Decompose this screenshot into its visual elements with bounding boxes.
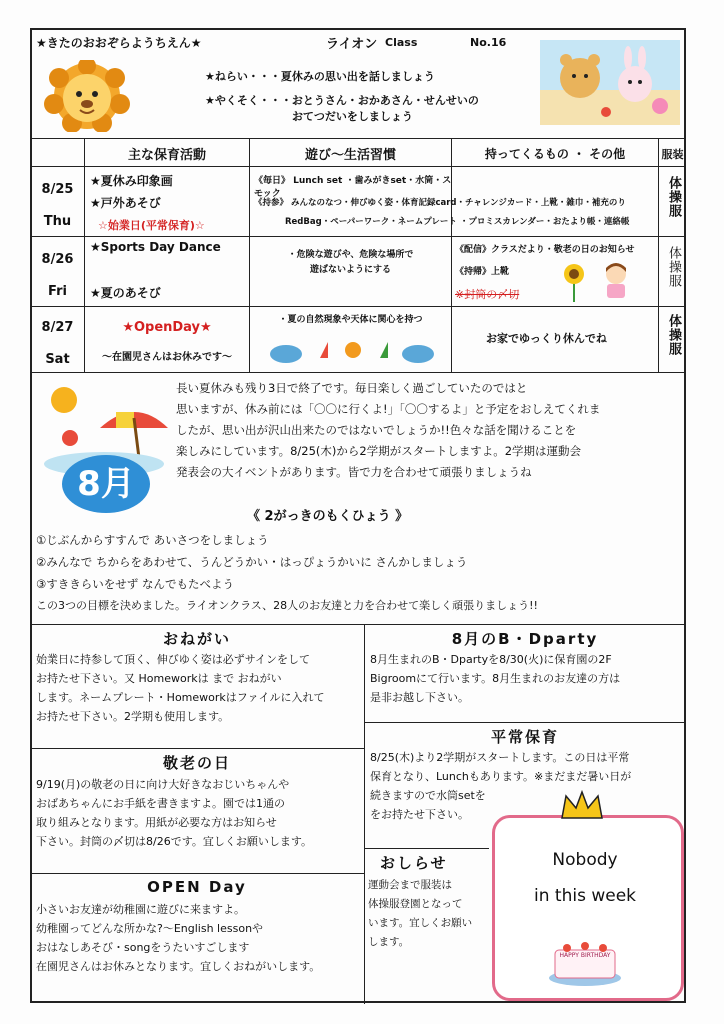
row3-uniform: 体操服: [666, 314, 681, 356]
open-day-line: 幼稚園ってどんな所かな?～English lessonや: [36, 922, 264, 935]
row2-activity-1: ★Sports Day Dance: [90, 240, 221, 254]
respect-title: 敬老の日: [162, 754, 231, 772]
goal-item: ②みんなで ちからをあわせて、うんどうかい・はっぴょうかいに さんかしましょう: [36, 555, 468, 569]
row2-bring-3: ※封筒の〆切: [455, 288, 520, 301]
row2-play-2: 遊ばないようにする: [309, 265, 391, 275]
notice-line: います。宜しくお願い: [368, 917, 473, 929]
goals-title: 《 2がっきのもくひょう 》: [247, 509, 409, 524]
row1-activity-1: ★夏休み印象画: [90, 174, 173, 188]
row3-bring-1: お家でゆっくり休んでね: [486, 332, 607, 345]
row1-activity-2: ★戸外あそび: [90, 196, 161, 210]
goals-closing: この3つの目標を決めました。ライオンクラス、28人のお友達と力を合わせて楽しく頑張りましょう!!: [36, 599, 538, 612]
intro-line-5: 発表会の大イベントがあります。皆で力を合わせて頑張りましょうね: [176, 465, 532, 479]
lion-icon: [42, 60, 132, 132]
normal-care-line: 8/25(木)より2学期がスタートします。この日は平常: [370, 751, 630, 764]
col-header-uniform: 服装: [661, 148, 684, 161]
row3-weekday: Sat: [45, 352, 70, 367]
normal-care-line: 続きますので水筒setを: [370, 789, 486, 802]
intro-line-2: 思いますが、休み前には「〇〇に行くよ!」「〇〇するよ」と予定をおしえてくれま: [176, 402, 601, 416]
normal-care-line: をお持たせ下さい。: [370, 808, 469, 821]
request-line: します。ネームプレート・Homeworkはファイルに入れて: [36, 691, 325, 704]
notice-line: 運動会まで服装は: [368, 879, 452, 891]
respect-line: 9/19(月)の敬老の日に向け大好きなおじいちゃんや: [36, 778, 290, 791]
row2-play-1: ・危険な遊びや、危険な場所で: [287, 250, 414, 260]
respect-line: 取り組みとなります。用紙が必要な方はお知らせ: [36, 816, 277, 829]
respect-line: おばあちゃんにお手紙を書きますよ。園では1通の: [36, 797, 285, 810]
row2-date: 8/26: [41, 252, 74, 267]
row1-activity-3: ☆始業日(平常保育)☆: [98, 219, 205, 232]
row1-uniform: 体操服: [666, 176, 681, 218]
intro-line-3: したが、思い出が沢山出来たのではないでしょうか!!色々な話を聞けることを: [176, 423, 577, 437]
issue-number: No.16: [470, 36, 507, 49]
class-name: ライオン: [326, 37, 378, 52]
row2-activity-2: ★夏のあそび: [90, 286, 161, 300]
notice-line: 体操服登園となって: [368, 898, 463, 910]
row1-date: 8/25: [41, 182, 74, 197]
goal-item: ①じぶんからすすんで あいさつをしましょう: [36, 533, 269, 547]
school-name: ★きたのおおぞらようちえん★: [36, 36, 202, 50]
birthday-line: Bigroomにて行います。8月生まれのお友達の方は: [370, 672, 621, 685]
birthday-line: 8月生まれのB・Dpartyを8/30(火)に保育園の2F: [370, 653, 612, 666]
birthday-title: 8月のB・Dparty: [451, 630, 599, 648]
request-line: お持たせ下さい。又 Homeworkは まで おねがい: [36, 672, 282, 685]
open-day-line: 在園児さんはお休みとなります。宜しくおねがいします。: [36, 960, 321, 973]
row3-activity-1: ★OpenDay★: [122, 320, 212, 335]
request-line: 始業日に持参して頂く、伸びゆく姿は必ずサインをして: [36, 653, 311, 666]
goal-item: ③すききらいをせず なんでもたべよう: [36, 577, 234, 591]
respect-line: 下さい。封筒の〆切は8/26です。宜しくお願いします。: [36, 835, 312, 848]
intro-line-1: 長い夏休みも残り3日で終了です。毎日楽しく過ごしていたのではと: [176, 381, 528, 395]
row1-weekday: Thu: [43, 214, 72, 229]
notice-line: します。: [368, 936, 410, 948]
col-header-activity: 主な保育活動: [127, 148, 206, 163]
row3-activity-2: ～在園児さんはお休みです～: [102, 352, 232, 363]
request-title: おねがい: [162, 630, 231, 648]
promise-text-2: おてつだいをしましょう: [292, 110, 413, 123]
intro-line-4: 楽しみにしています。8/25(木)から2学期がスタートしますよ。2学期は運動会: [176, 444, 582, 458]
birthday-line: 是非お越し下さい。: [370, 691, 469, 704]
beach-animals-illustration: [540, 40, 680, 125]
row1-play-3: RedBag・ペーパーワーク・ネームプレート ・プロミスカレンダー・おたより帳・連絡帳: [285, 217, 630, 227]
row3-play-1: ・夏の自然現象や天体に関心を持つ: [278, 315, 423, 325]
open-day-title: OPEN Day: [147, 878, 247, 896]
col-header-bring: 持ってくるもの ・ その他: [484, 147, 626, 161]
request-line: お持たせ下さい。2学期も使用します。: [36, 710, 230, 723]
open-day-line: おはなしあそび・songをうたいすごします: [36, 941, 250, 954]
aim-text: ★ねらい・・・夏休みの思い出を話しましょう: [205, 70, 435, 83]
month-badge: 8月: [62, 455, 150, 513]
row2-weekday: Fri: [48, 284, 67, 299]
row2-bring-1: 《配信》クラスだより・敬老の日のお知らせ: [455, 245, 635, 255]
promise-text: ★やくそく・・・おとうさん・おかあさん・せんせいの: [205, 94, 479, 107]
cake-text: HAPPY BIRTHDAY: [559, 952, 611, 959]
row1-play-2: 《持参》 みんなのなつ・伸びゆく姿・体育記録card・チャレンジカード・上靴・雑巾・補充のり: [254, 198, 626, 208]
girl-icon: [596, 262, 636, 302]
weather-clouds-illustration: [268, 336, 438, 366]
col-header-play: 遊び～生活習慣: [304, 148, 396, 163]
birthday-board-line-2: in this week: [534, 886, 636, 906]
row3-date: 8/27: [41, 320, 74, 335]
row2-bring-2: 《持帰》上靴: [455, 267, 510, 277]
birthday-board-line-1: Nobody: [552, 850, 618, 870]
normal-care-title: 平常保育: [490, 728, 559, 746]
notice-title: おしらせ: [380, 854, 448, 872]
open-day-line: 小さいお友達が幼稚園に遊びに来ますよ。: [36, 903, 245, 916]
row2-uniform: 体操服: [666, 246, 681, 288]
crown-icon: [560, 790, 604, 820]
row1-play-1: 《毎日》 Lunch set ・歯みがきset・水筒・スモック: [254, 176, 452, 199]
sunflower-icon: [562, 262, 586, 302]
class-label: Class: [385, 36, 418, 49]
normal-care-line: 保育となり、Lunchもあります。※まだまだ暑い日が: [370, 770, 632, 783]
